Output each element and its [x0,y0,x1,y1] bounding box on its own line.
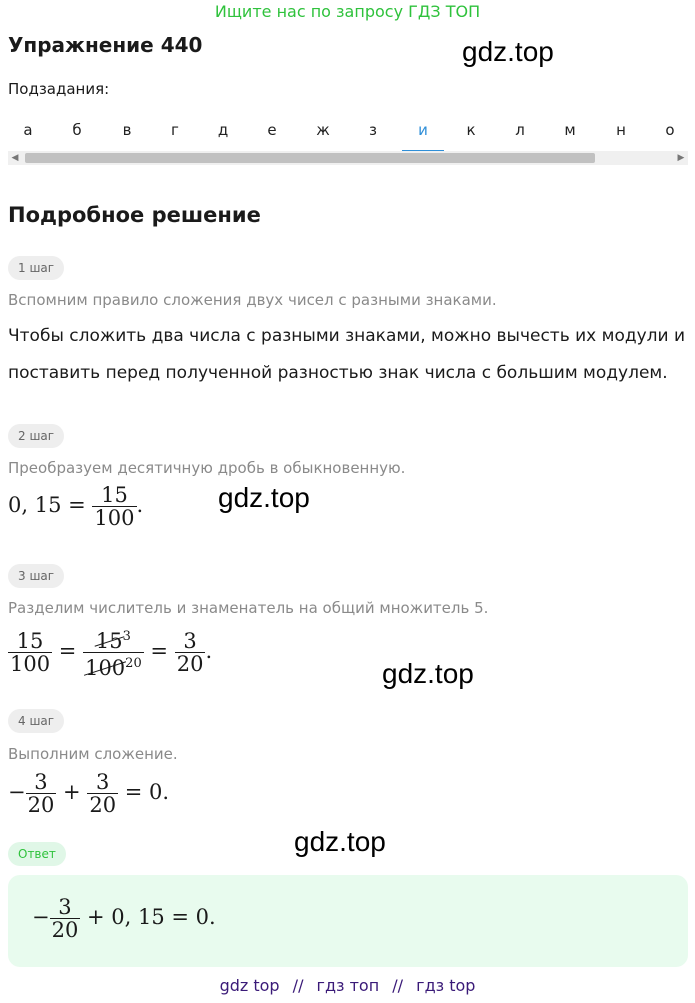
math-text: + [63,780,81,804]
fraction [83,626,144,679]
watermark: gdz.top [218,482,310,513]
exponent: 3 [122,629,131,644]
denominator: 100 [94,506,135,530]
subtask-tabs [0,118,695,152]
tab-n[interactable]: н [616,121,626,139]
tab-i[interactable]: и [402,118,444,152]
footer-link[interactable]: гдз top [416,976,476,995]
watermark: gdz.top [382,658,474,689]
watermark: gdz.top [462,36,554,67]
math-text: = 0. [124,780,170,804]
numerator: 3 [175,630,206,653]
search-banner: Ищите нас по запросу ГДЗ ТОП [214,2,481,21]
step-hint: Вспомним правило сложения двух чисел с разными знаками. [8,291,497,309]
rule-text-line2: поставить перед полученной разностью знак числа с большим модулем. [8,363,668,383]
math-expression [8,626,212,679]
solution-title: Подробное решение [8,203,261,227]
fraction [175,630,206,675]
footer-link[interactable]: гдз топ [316,976,380,995]
math-text: . [205,639,213,663]
fraction [50,896,81,941]
math-text: − [32,905,50,929]
denominator: 100 [10,652,51,676]
subtasks-label: Подзадания: [8,80,110,98]
tab-g[interactable]: г [171,121,179,139]
step-badge: 3 шаг [8,564,64,588]
step-badge: 2 шаг [8,424,64,448]
numerator: 3 [50,896,81,919]
numerator: 3 [26,771,57,794]
step-hint: Разделим числитель и знаменатель на общий множитель 5. [8,599,489,617]
math-text: = [58,639,77,663]
fraction [8,630,52,675]
step-badge: 1 шаг [8,256,64,280]
scroll-left-icon[interactable]: ◀ [11,153,19,163]
fraction [87,771,118,816]
math-text: 0, 15 = [8,493,86,517]
fraction [26,771,57,816]
tab-m[interactable]: м [564,121,576,139]
denominator: 20 [176,652,204,676]
step-hint: Преобразуем десятичную дробь в обыкновенную. [8,459,406,477]
answer-badge: Ответ [8,842,66,866]
math-expression [32,896,216,941]
footer-link[interactable]: gdz top [219,976,280,995]
tabs-scrollbar[interactable] [8,151,688,165]
step-badge: 4 шаг [8,709,64,733]
scrollbar-thumb[interactable] [25,153,595,163]
footer-separator: // [392,976,404,995]
numerator: 15 [92,484,136,507]
denominator: 20 [27,793,55,817]
math-text: − [8,780,26,804]
denominator: 100 [85,656,126,680]
watermark: gdz.top [294,826,386,857]
tab-k[interactable]: к [466,121,476,139]
page-title: Упражнение 440 [8,33,203,57]
scroll-right-icon[interactable]: ▶ [677,153,685,163]
rule-text-line1: Чтобы сложить два числа с разными знаками, можно вычесть их модули и [8,326,686,346]
footer-separator: // [292,976,304,995]
exponent: 20 [125,656,142,671]
tab-zh[interactable]: ж [316,121,330,139]
tab-l[interactable]: л [515,121,525,139]
footer-links [0,976,695,995]
step-hint: Выполним сложение. [8,745,178,763]
math-text: . [136,493,144,517]
tab-b[interactable]: б [72,121,82,139]
math-expression [8,771,169,816]
numerator: 3 [87,771,118,794]
tab-z[interactable]: з [369,121,377,139]
math-expression [8,484,143,529]
tab-a[interactable]: а [23,121,33,139]
tab-e[interactable]: е [267,121,277,139]
tab-o[interactable]: о [665,121,675,139]
denominator: 20 [51,918,79,942]
math-text: = [150,639,169,663]
answer-box [8,875,688,967]
numerator: 15 [8,630,52,653]
math-text: + 0, 15 = 0. [87,905,216,929]
fraction [92,484,136,529]
tab-d[interactable]: д [217,121,229,139]
denominator: 20 [89,793,117,817]
numerator: 15 [95,629,123,653]
tab-v[interactable]: в [122,121,132,139]
